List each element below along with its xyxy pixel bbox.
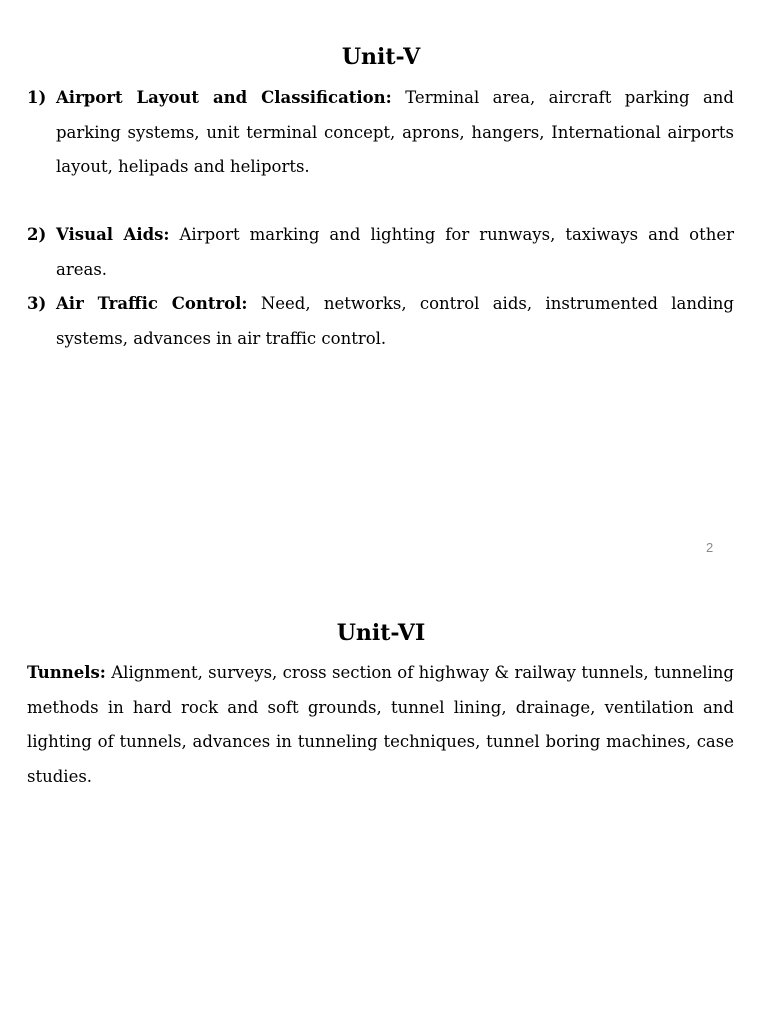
paragraph-heading: Tunnels:: [27, 663, 106, 682]
item-heading: Airport Layout and Classification:: [56, 88, 392, 107]
item-number: 3): [27, 294, 47, 313]
syllabus-item-visual-aids: [27, 218, 734, 287]
item-body: [56, 287, 734, 356]
unit-v-title: Unit-V: [341, 44, 421, 70]
tunnels-paragraph: [27, 656, 734, 794]
syllabus-item-air-traffic-control: [27, 287, 734, 356]
document-page-2: [0, 580, 768, 1024]
unit-vi-title: Unit-VI: [336, 620, 426, 646]
item-description: Terminal area, aircraft parking and parking systems, unit terminal concept, aprons, hangers, International airports layout, helipads and heliports.: [56, 88, 734, 176]
item-number: 2): [27, 225, 47, 244]
item-heading: Air Traffic Control:: [56, 294, 248, 313]
paragraph-description: Alignment, surveys, cross section of highway & railway tunnels, tunneling methods in hard rock and soft grounds, tunnel lining, drainage, ventilation and lighting of tunnels, advances in tunneling techniques, tunnel boring machines, case studies.: [27, 663, 734, 786]
item-description: Airport marking and lighting for runways, taxiways and other areas.: [56, 225, 734, 279]
item-body: [56, 218, 734, 287]
item-description: Need, networks, control aids, instrumented landing systems, advances in air traffic control.: [56, 294, 734, 348]
item-number: 1): [27, 88, 47, 107]
syllabus-item-airport-layout: [27, 81, 734, 185]
item-body: [56, 81, 734, 185]
page-number: 2: [706, 540, 714, 555]
item-heading: Visual Aids:: [56, 225, 170, 244]
